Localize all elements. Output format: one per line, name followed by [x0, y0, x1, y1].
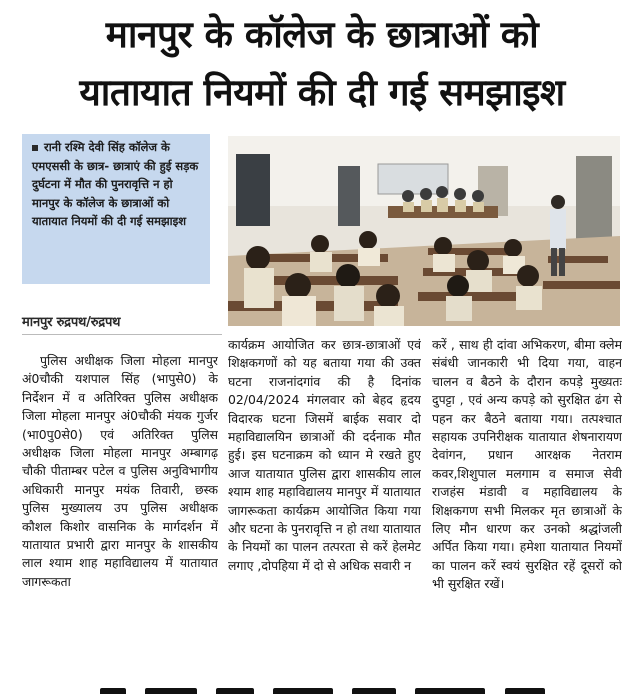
next-article-strip	[100, 682, 640, 694]
cropped-text-fragment	[100, 688, 126, 694]
body-column-1: पुलिस अधीक्षक जिला मोहला मानपुर अं0चौकी यशपाल सिंह (भापुसे0) के निर्देशन में व अतिरिक्त पुलिस अधीक्षक जिला मोहला मानपुर अं0चौकी मंयक गुर्जर (भा0पु0से0) एवं अतिरिक्त पुलिस अधीक्षक जिला मोहला मानपुर अम्बागढ़ चौकी पीताम्बर पटेल व पुलिस अनुविभागीय अधिकारी मानपुर मयंक तिवारी, छस्क पुलिस मुख्यालय उप पुलिस अधीक्षक कौशल किशोर वासनिक के मार्गदर्शन में यातायात प्रभारी द्वारा मानपुर के शासकीय लाल श्याम शाह महाविद्यालय में यातायात जागरूकता	[22, 353, 218, 589]
deck-text: रानी रश्मि देवी सिंह कॉलेज के एमएससी के छात्र- छात्राएं की हुई सड़क दुर्घटना में मौत की पुनरावृत्ति न हो मानपुर के कॉलेज के छात्राओं को यातायात नियमों की दी गई समझाइश	[32, 140, 199, 228]
body-column-3: करें , साथ ही दांवा अभिकरण, बीमा क्लेम संबंधी जानकारी भी दिया गया, वाहन चालन व बैठने के दौरान कपड़े मुख्यतः दुपट्टा , एवं अन्य कपड़े को सुरक्षित ढंग से पहन कर बैठने बताया गया। तत्पश्चात सहायक उपनिरीक्षक यातायात शेषनारायण देवांगन, प्रधान आरक्षक नेतराम कवर,शिशुपाल मलगाम व समाज सेवी राजहंस मंडावी व महाविद्यालय के शिक्षकगण सभी मिलकर मृत छात्राओं के लिए मौन धारण कर उनको श्रद्धांजली अर्पित किया गया। हमेशा यातायात नियमों का पालन करें स्वयं सुरक्षित रहें दूसरों को भी सुरक्षित रखें।	[432, 337, 622, 592]
body-column-2: कार्यक्रम आयोजित कर छात्र-छात्राओं एवं शिक्षकगणों को यह बताया गया की उक्त घटना राजनांदगांव की है दिनांक 02/04/2024 मंगलवार को बेहद हृदय विदारक घटना जिसमें बाईक सवार दो महाविद्यालयिन छात्राओं की दर्दनाक मौत हुई। इस घटनाक्रम को ध्यान मे रखते हुए आज यातायात पुलिस द्वारा शासकीय लाल श्याम शाह महाविद्यालय मानपुर में यातायात जागरूकता कार्यक्रम आयोजित किया गया और घटना के पुनरावृत्ति न हो तथा यातायात के नियमों का पालन तत्परता से करें हेलमेट लगाए ,दोपहिया में दो से अधिक सवारी न	[228, 337, 421, 573]
cropped-text-fragment	[352, 688, 396, 694]
cropped-text-fragment	[505, 688, 545, 694]
cropped-text-fragment	[145, 688, 197, 694]
cropped-text-fragment	[273, 688, 333, 694]
cropped-text-fragment	[216, 688, 254, 694]
headline	[0, 6, 644, 122]
bullet-square-icon	[32, 145, 38, 151]
classroom-photo	[228, 136, 620, 326]
dateline: मानपुर रुद्रपथ/रुद्रपथ	[22, 312, 222, 335]
deck-summary-box	[22, 134, 210, 284]
headline-line-1: मानपुर के कॉलेज के छात्राओं को	[105, 13, 539, 56]
headline-line-2: यातायात नियमों की दी गई समझाइश	[79, 71, 565, 114]
classroom-photo-illustration	[228, 136, 620, 326]
cropped-text-fragment	[415, 688, 485, 694]
